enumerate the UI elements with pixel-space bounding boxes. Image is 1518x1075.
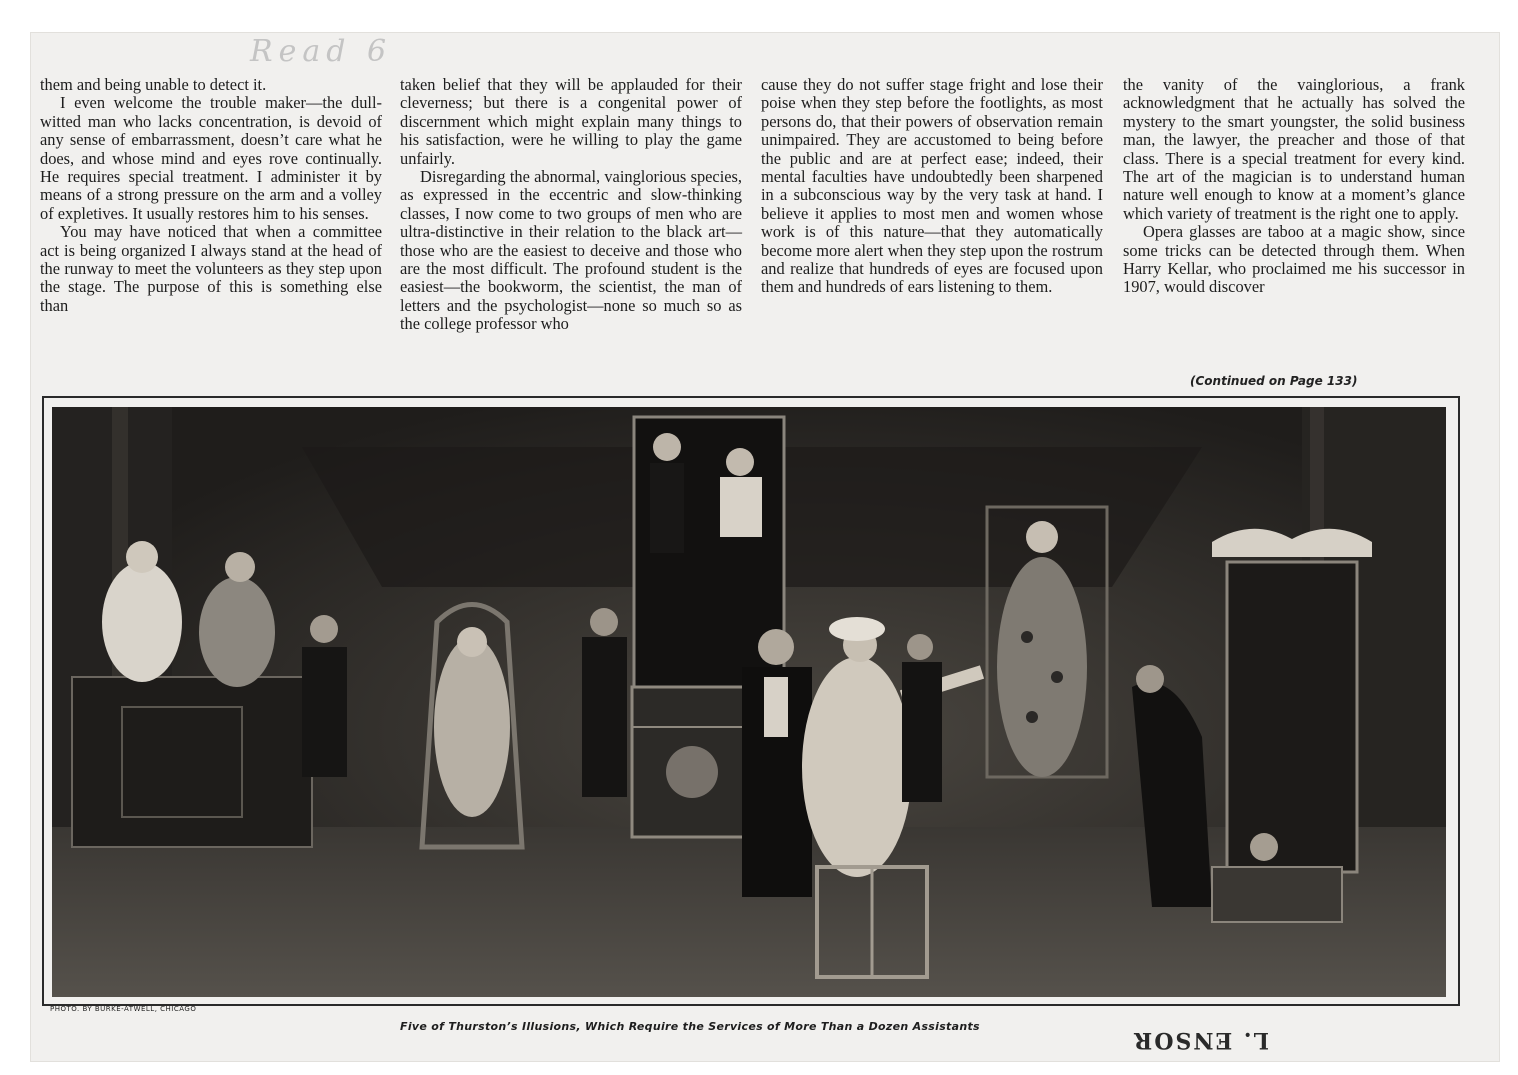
paragraph: Disregarding the abnormal, vainglorious species, as expressed in the eccentric and slow-thinking classes, I now come to two groups of men who are ultra-distinctive in their relation to the black art—those who are the easiest to deceive and those who are the most difficult. The profound student is the easiest—the bookworm, the scientist, the man of letters and the psychologist—none so much so as the college professor who [400,167,742,334]
text-column-1 [40,76,382,315]
continued-note: (Continued on Page 133) [1190,374,1358,388]
paragraph: Opera glasses are taboo at a magic show, since some tricks can be detected through them. When Harry Kellar, who proclaimed me his successor in 1907, would discover [1123,222,1465,297]
stage-photo-illustration [52,407,1446,997]
paragraph: taken belief that they will be applauded for their cleverness; but there is a congenital power of discernment which might explain many things to his satisfaction, were he willing to play the game unfairly. [400,75,742,168]
paragraph: You may have noticed that when a committee act is being organized I always stand at the head of the runway to meet the volunteers as they step upon the stage. The purpose of this is something else than [40,222,382,315]
paragraph: I even welcome the trouble maker—the dull-witted man who lacks concentration, is devoid of any sense of embarrassment, doesn’t care what he does, and whose mind and eyes rove continually. He requires special treatment. I administer it by means of a strong pressure on the arm and a volley of expletives. It usually restores him to his senses. [40,93,382,223]
handwritten-note: Read 6 [250,34,393,69]
paragraph: cause they do not suffer stage fright and lose their poise when they step before the footlights, as most persons do, that their powers of observation remain unimpaired. They are accustomed to being before the public and are at perfect ease; indeed, their mental faculties have undoubtedly been sharpened in a subconscious way by the very task at hand. I believe it applies to most men and women whose work is of this nature—that they automatically become more alert when they step upon the rostrum and realize that hundreds of eyes are focused upon them and hundreds of ears listening to them. [761,75,1103,297]
bleed-through-text [800,350,815,399]
text-column-4 [1123,76,1465,297]
text-column-2 [400,76,742,334]
text-column-3 [761,76,1103,297]
photo-credit: PHOTO. BY BURKE-ATWELL, CHICAGO [50,1005,197,1013]
paragraph: them and being unable to detect it. [40,75,267,94]
photo-caption: Five of Thurston’s Illusions, Which Require the Services of More Than a Dozen Assistants [400,1020,980,1033]
stage-photograph [52,407,1446,997]
inverted-stamp: L. ENSOR [1132,1027,1269,1053]
paragraph: the vanity of the vainglorious, a frank acknowledgment that he actually has solved the mystery to the smart youngster, the solid business man, the lawyer, the preacher and those of that class. There is a special treatment for every kind. The art of the magician is to understand human nature well enough to know at a moment’s glance which variety of treatment is the right one to apply. [1123,75,1465,223]
